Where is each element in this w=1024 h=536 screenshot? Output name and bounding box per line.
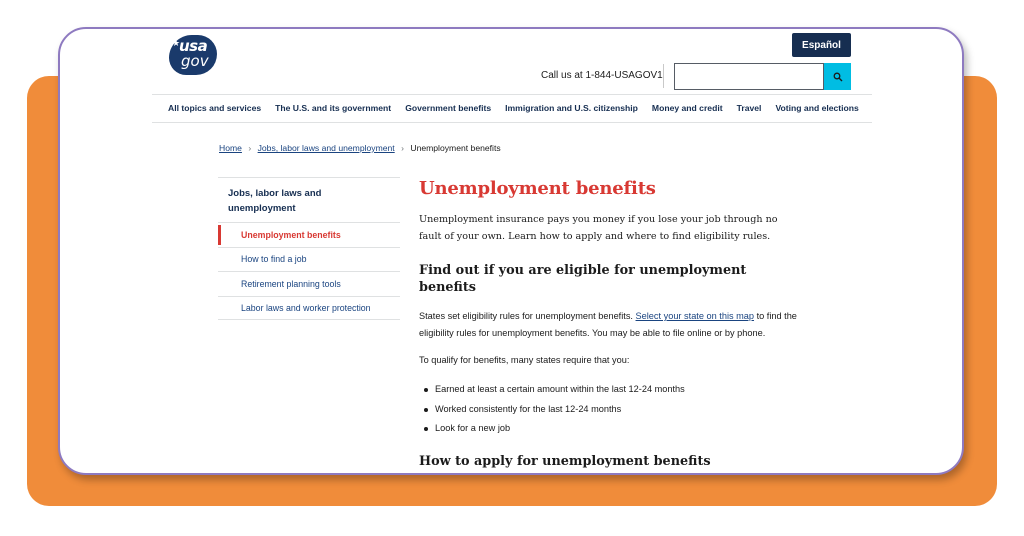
sidebar-item-retirement-planning[interactable]: Retirement planning tools	[218, 271, 400, 296]
logo-text-usa: usa	[179, 37, 208, 55]
breadcrumb	[219, 143, 501, 153]
usagov-page	[58, 27, 964, 475]
usagov-logo[interactable]	[169, 35, 217, 75]
page-title: Unemployment benefits	[419, 178, 656, 199]
nav-divider-top	[152, 94, 872, 95]
eligibility-heading: Find out if you are eligible for unemployment benefits	[419, 263, 747, 295]
sidebar-navigation	[218, 177, 400, 320]
sidebar-item-labor-laws[interactable]: Labor laws and worker protection	[218, 296, 400, 321]
qualify-paragraph: To qualify for benefits, many states require that you:	[419, 355, 630, 365]
logo-text-gov: gov	[181, 52, 209, 70]
state-map-link[interactable]: Select your state on this map	[635, 311, 755, 321]
list-item: Worked consistently for the last 12-24 months	[419, 400, 799, 420]
search-input[interactable]	[674, 63, 824, 90]
sidebar-item-find-a-job[interactable]: How to find a job	[218, 247, 400, 272]
nav-item-all-topics[interactable]: All topics and services	[168, 103, 262, 113]
call-us-phone-text[interactable]: Call us at 1-844-USAGOV1	[541, 70, 663, 81]
list-item: Earned at least a certain amount within the last 12-24 months	[419, 380, 799, 400]
sidebar-item-unemployment-benefits[interactable]: Unemployment benefits	[218, 222, 400, 247]
eligibility-paragraph	[419, 308, 799, 342]
list-item: Look for a new job	[419, 419, 799, 439]
requirements-list	[419, 380, 799, 439]
espanol-language-button[interactable]: Español	[792, 33, 851, 57]
main-content	[419, 178, 799, 470]
eligibility-text-before: States set eligibility rules for unemployment benefits.	[419, 311, 636, 321]
nav-divider-bottom	[152, 122, 872, 123]
nav-item-money-credit[interactable]: Money and credit	[651, 103, 723, 113]
nav-item-us-government[interactable]: The U.S. and its government	[275, 103, 392, 113]
breadcrumb-separator: ›	[401, 143, 404, 153]
breadcrumb-home-link[interactable]: Home	[219, 143, 242, 153]
intro-paragraph: Unemployment insurance pays you money if you lose your job through no fault of your own. Learn how to apply and where to find eligibility rules.	[419, 214, 778, 242]
nav-item-voting-elections[interactable]: Voting and elections	[775, 103, 859, 113]
search-icon	[833, 72, 843, 82]
star-icon: ★	[172, 39, 181, 49]
nav-item-immigration[interactable]: Immigration and U.S. citizenship	[505, 103, 638, 113]
breadcrumb-current: Unemployment benefits	[410, 143, 501, 153]
nav-item-government-benefits[interactable]: Government benefits	[405, 103, 492, 113]
nav-item-travel[interactable]: Travel	[736, 103, 762, 113]
sidebar-title[interactable]: Jobs, labor laws and unemployment	[218, 177, 400, 222]
eligibility-text-after: to find the eligibility rules for unemployment benefits. You may be able to file online or by phone.	[419, 311, 797, 338]
breadcrumb-parent-link[interactable]: Jobs, labor laws and unemployment	[257, 143, 395, 153]
header-divider	[663, 64, 664, 88]
main-navigation	[168, 103, 859, 113]
how-to-apply-heading: How to apply for unemployment benefits	[419, 453, 711, 469]
browser-frame	[58, 27, 964, 475]
breadcrumb-separator: ›	[248, 143, 252, 153]
search-button[interactable]	[824, 63, 851, 90]
